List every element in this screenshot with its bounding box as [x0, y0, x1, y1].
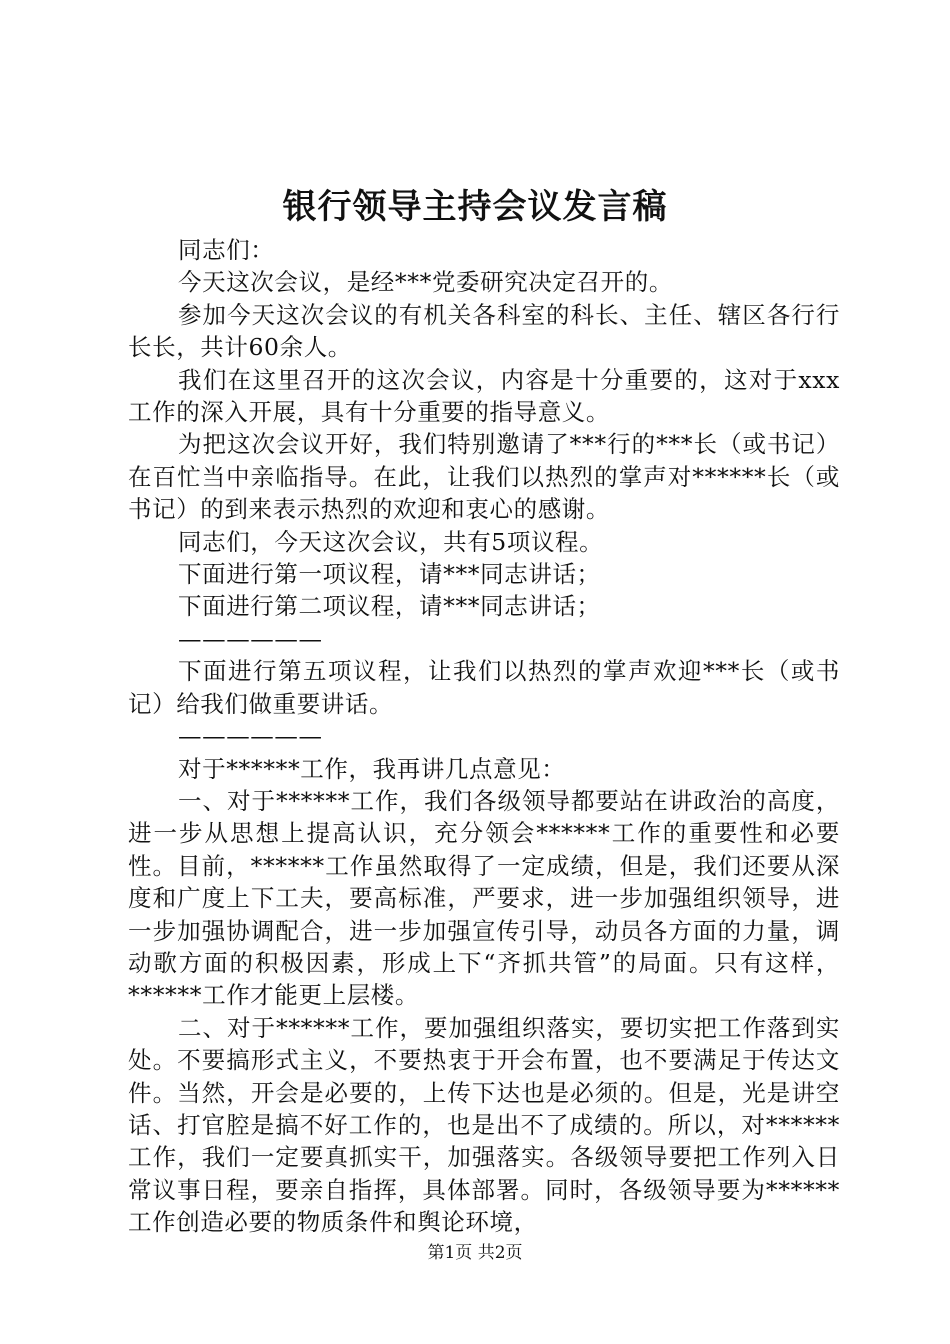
paragraph: 下面进行第二项议程，请***同志讲话；	[178, 592, 601, 621]
separator-line: ——————	[178, 624, 323, 653]
separator-line: ——————	[178, 722, 323, 751]
paragraph: 今天这次会议，是经***党委研究决定召开的。	[178, 268, 673, 297]
paragraph: 同志们，今天这次会议，共有5项议程。	[178, 527, 604, 556]
paragraph: 下面进行第五项议程，让我们以热烈的掌声欢迎***长（或书记）给我们做重要讲话。	[128, 657, 840, 718]
paragraph: 为把这次会议开好，我们特别邀请了***行的***长（或书记）在百忙当中亲临指导。在此，让我们以热烈的掌声对******长（或书记）的到来表示热烈的欢迎和衷心的感谢。	[128, 430, 840, 524]
paragraph: 对于******工作，我再讲几点意见：	[178, 754, 566, 783]
page-footer: 第1页 共2页	[427, 1243, 523, 1263]
paragraph: 我们在这里召开的这次会议，内容是十分重要的，这对于xxx工作的深入开展，具有十分重要的指导意义。	[128, 365, 840, 427]
paragraph: 参加今天这次会议的有机关各科室的科长、主任、辖区各行行长长，共计60余人。	[128, 300, 840, 362]
paragraph: 下面进行第一项议程，请***同志讲话；	[178, 560, 601, 589]
paragraph: 同志们：	[178, 236, 275, 264]
document-title: 银行领导主持会议发言稿	[282, 187, 668, 227]
paragraph: 二、对于******工作，要加强组织落实，要切实把工作落到实处。不要搞形式主义，不要热衷于开会布置，也不要满足于传达文件。当然，开会是必要的，上传下达也是必须的。但是，光是讲空话、打官腔是搞不好工作的，也是出不了成绩的。所以，对******工作，我们一定要真抓实干，加强落实。各级领导要把工作列入日常议事日程，要亲自指挥，具体部署。同时，各级领导要为******工作创造必要的物质条件和舆论环境，	[128, 1013, 840, 1237]
paragraph: 一、对于******工作，我们各级领导都要站在讲政治的高度，进一步从思想上提高认识，充分领会******工作的重要性和必要性。目前，******工作虽然取得了一定成绩，但是，我们还要从深度和广度上下工夫，要高标准，严要求，进一步加强组织领导，进一步加强协调配合，进一步加强宣传引导，动员各方面的力量，调动歌方面的积极因素，形成上下“齐抓共管”的局面。只有这样，******工作才能更上层楼。	[128, 786, 840, 1010]
document-body	[128, 234, 840, 1239]
